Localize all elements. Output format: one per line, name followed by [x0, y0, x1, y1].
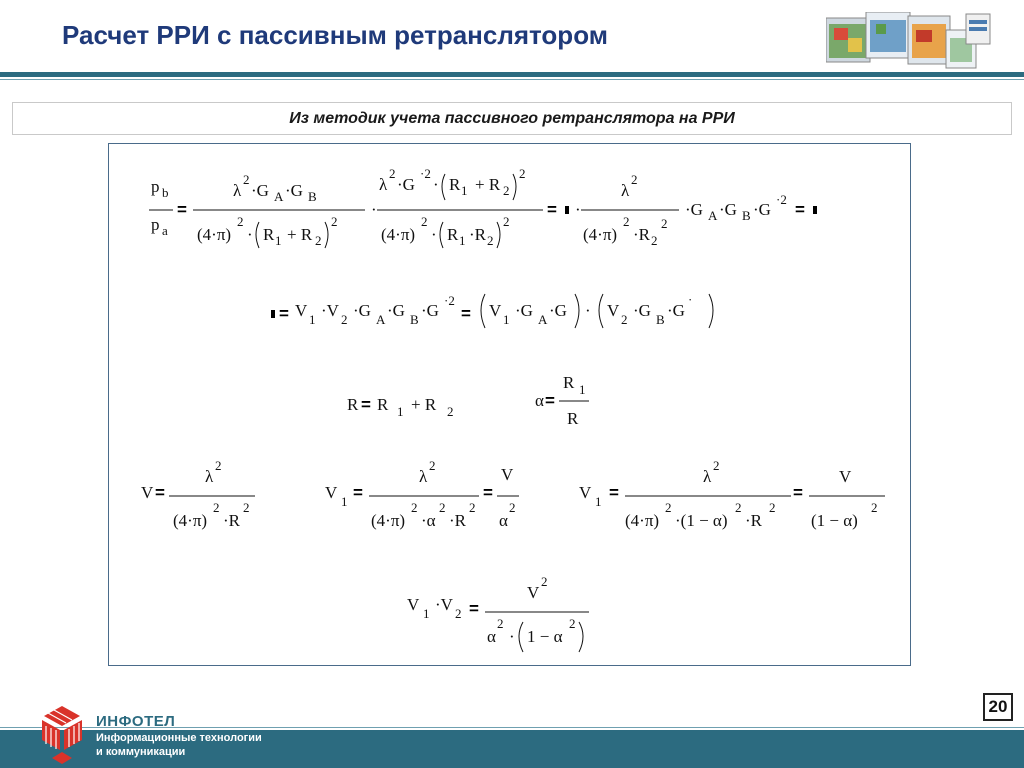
svg-text:α: α — [487, 627, 496, 646]
svg-text:λ: λ — [703, 467, 712, 486]
svg-text:+ R: + R — [475, 175, 501, 194]
svg-text:(1 − α): (1 − α) — [811, 511, 858, 530]
svg-text:·: · — [509, 627, 515, 646]
svg-text:2: 2 — [871, 500, 878, 515]
svg-text:2: 2 — [455, 606, 462, 621]
svg-text:λ: λ — [419, 467, 428, 486]
svg-text:1: 1 — [461, 183, 468, 198]
svg-text:(4·π): (4·π) — [583, 225, 618, 244]
svg-text:·2: ·2 — [444, 293, 455, 308]
svg-text:2: 2 — [331, 214, 338, 229]
svg-text:2: 2 — [769, 500, 776, 515]
svg-text:1: 1 — [503, 312, 510, 327]
formula-v — [141, 458, 255, 530]
svg-text:B: B — [410, 312, 419, 327]
svg-text:V: V — [489, 301, 502, 320]
svg-text:·2: ·2 — [776, 192, 787, 207]
svg-text:=: = — [547, 200, 557, 219]
svg-text:2: 2 — [631, 172, 638, 187]
svg-text:p: p — [151, 215, 160, 234]
svg-text:·V: ·V — [321, 301, 339, 320]
svg-text:+ R: + R — [287, 225, 313, 244]
svg-text:2: 2 — [315, 233, 322, 248]
svg-text:A: A — [376, 312, 386, 327]
svg-text:=: = — [177, 200, 187, 219]
screenshots-collage — [826, 12, 992, 70]
svg-text:a: a — [162, 223, 168, 238]
svg-text:R: R — [563, 373, 575, 392]
svg-text:·2: ·2 — [420, 166, 431, 181]
svg-text:·R: ·R — [745, 511, 762, 530]
svg-text:=: = — [155, 483, 165, 502]
svg-text:1 − α: 1 − α — [527, 627, 563, 646]
svg-text:2: 2 — [503, 214, 510, 229]
svg-text:(4·π): (4·π) — [381, 225, 416, 244]
slide-title: Расчет РРИ с пассивным ретранслятором — [62, 20, 608, 50]
svg-text:·G: ·G — [421, 301, 439, 320]
svg-text:b: b — [162, 185, 169, 200]
svg-text:λ: λ — [233, 181, 242, 200]
svg-text:2: 2 — [487, 233, 494, 248]
svg-text:2: 2 — [439, 500, 446, 515]
svg-text:=: = — [793, 483, 803, 502]
formula-v1v2 — [407, 574, 589, 652]
svg-text:A: A — [274, 189, 284, 204]
svg-text:α: α — [535, 391, 544, 410]
formula-power-ratio — [149, 166, 817, 248]
svg-text:p: p — [151, 177, 160, 196]
svg-text:·G: ·G — [285, 181, 303, 200]
svg-text:1: 1 — [397, 404, 404, 419]
svg-text:2: 2 — [341, 312, 348, 327]
svg-text:·(1 − α): ·(1 − α) — [675, 511, 728, 530]
svg-text:=: = — [609, 483, 619, 502]
svg-text:·G: ·G — [719, 200, 737, 219]
svg-text:1: 1 — [309, 312, 316, 327]
svg-text:V: V — [141, 483, 154, 502]
svg-text:·α: ·α — [421, 511, 436, 530]
svg-text:λ: λ — [205, 467, 214, 486]
brand-name: ИНФОТЕЛ — [96, 713, 176, 730]
svg-text:2: 2 — [623, 214, 630, 229]
brand-tagline-1: Информационные технологии — [96, 732, 262, 744]
svg-text:2: 2 — [421, 214, 428, 229]
svg-text:·: · — [371, 200, 377, 219]
svg-text:·R: ·R — [223, 511, 240, 530]
svg-text:·R: ·R — [449, 511, 466, 530]
svg-text:2: 2 — [429, 458, 436, 473]
svg-text:·G: ·G — [549, 301, 567, 320]
svg-text:=: = — [545, 391, 555, 410]
svg-text:(4·π): (4·π) — [197, 225, 232, 244]
svg-text:·R: ·R — [633, 225, 650, 244]
svg-text:1: 1 — [275, 233, 282, 248]
svg-text:2: 2 — [469, 500, 476, 515]
svg-text:·V: ·V — [435, 595, 453, 614]
svg-text:2: 2 — [541, 574, 548, 589]
formula-alpha — [535, 373, 589, 428]
svg-text:2: 2 — [447, 404, 454, 419]
svg-text:R: R — [377, 395, 389, 414]
svg-text:1: 1 — [459, 233, 466, 248]
svg-text:λ: λ — [379, 175, 388, 194]
svg-text:·G: ·G — [753, 200, 771, 219]
svg-text:·: · — [247, 225, 253, 244]
infotel-logo-icon — [34, 704, 90, 764]
svg-text:=: = — [361, 395, 371, 414]
svg-text:·: · — [575, 200, 581, 219]
svg-text:B: B — [656, 312, 665, 327]
svg-text:R: R — [567, 409, 579, 428]
svg-text:V: V — [607, 301, 620, 320]
svg-text:2: 2 — [519, 166, 526, 181]
svg-text:2: 2 — [213, 500, 220, 515]
svg-text:=: = — [353, 483, 363, 502]
svg-text:=: = — [461, 304, 471, 323]
svg-text:1: 1 — [579, 382, 586, 397]
formula-substitution — [271, 292, 713, 328]
svg-text:2: 2 — [503, 183, 510, 198]
svg-text:A: A — [708, 208, 718, 223]
svg-text:+ R: + R — [411, 395, 437, 414]
svg-text:B: B — [308, 189, 317, 204]
svg-text:R: R — [447, 225, 459, 244]
svg-text:=: = — [795, 200, 805, 219]
svg-text:2: 2 — [237, 214, 244, 229]
svg-text:·G: ·G — [633, 301, 651, 320]
svg-text:·G: ·G — [387, 301, 405, 320]
svg-text:·: · — [433, 175, 439, 194]
svg-text:·G: ·G — [515, 301, 533, 320]
svg-text:=: = — [483, 483, 493, 502]
formula-panel — [108, 143, 911, 666]
svg-text:2: 2 — [713, 458, 720, 473]
svg-text:2: 2 — [243, 500, 250, 515]
svg-text:=: = — [279, 304, 289, 323]
header-rule-thin — [0, 79, 1024, 80]
formula-r-sum — [347, 395, 454, 419]
svg-text:(4·π): (4·π) — [625, 511, 660, 530]
subtitle: Из методик учета пассивного ретранслятора на РРИ — [12, 102, 1012, 135]
svg-text:V: V — [407, 595, 420, 614]
svg-text:V: V — [579, 483, 592, 502]
svg-text:2: 2 — [735, 500, 742, 515]
svg-text:R: R — [449, 175, 461, 194]
svg-text:2: 2 — [215, 458, 222, 473]
svg-text:1: 1 — [423, 606, 430, 621]
svg-text:α: α — [499, 511, 508, 530]
svg-text:·G: ·G — [667, 301, 685, 320]
svg-text:·G: ·G — [397, 175, 415, 194]
page-number: 20 — [983, 693, 1013, 721]
svg-text:2: 2 — [569, 616, 576, 631]
formula-v1-alpha — [325, 458, 519, 530]
svg-text:·R: ·R — [469, 225, 486, 244]
brand-tagline-2: и коммуникации — [96, 746, 186, 758]
svg-text:2: 2 — [621, 312, 628, 327]
svg-text:2: 2 — [665, 500, 672, 515]
svg-text:V: V — [839, 467, 852, 486]
svg-text:V: V — [527, 583, 540, 602]
svg-text:2: 2 — [389, 166, 396, 181]
svg-text:2: 2 — [497, 616, 504, 631]
svg-text:·: · — [431, 225, 437, 244]
svg-text:V: V — [501, 465, 514, 484]
svg-text:(4·π): (4·π) — [173, 511, 208, 530]
svg-text:2: 2 — [243, 172, 250, 187]
svg-text:2: 2 — [509, 500, 516, 515]
svg-text:V: V — [325, 483, 338, 502]
svg-text:R: R — [347, 395, 359, 414]
svg-text:·G: ·G — [685, 200, 703, 219]
svg-text:·: · — [688, 292, 693, 307]
header-rule — [0, 72, 1024, 77]
svg-text:1: 1 — [341, 494, 348, 509]
svg-text:·: · — [585, 301, 591, 320]
svg-text:V: V — [295, 301, 308, 320]
svg-text:·G: ·G — [353, 301, 371, 320]
svg-text:A: A — [538, 312, 548, 327]
svg-text:R: R — [263, 225, 275, 244]
svg-text:2: 2 — [661, 216, 668, 231]
svg-text:·G: ·G — [251, 181, 269, 200]
svg-text:B: B — [742, 208, 751, 223]
svg-text:λ: λ — [621, 181, 630, 200]
formula-v1-one-minus-alpha — [579, 458, 885, 530]
svg-text:2: 2 — [411, 500, 418, 515]
svg-text:=: = — [469, 599, 479, 618]
svg-text:1: 1 — [595, 494, 602, 509]
svg-text:(4·π): (4·π) — [371, 511, 406, 530]
svg-text:2: 2 — [651, 233, 658, 248]
